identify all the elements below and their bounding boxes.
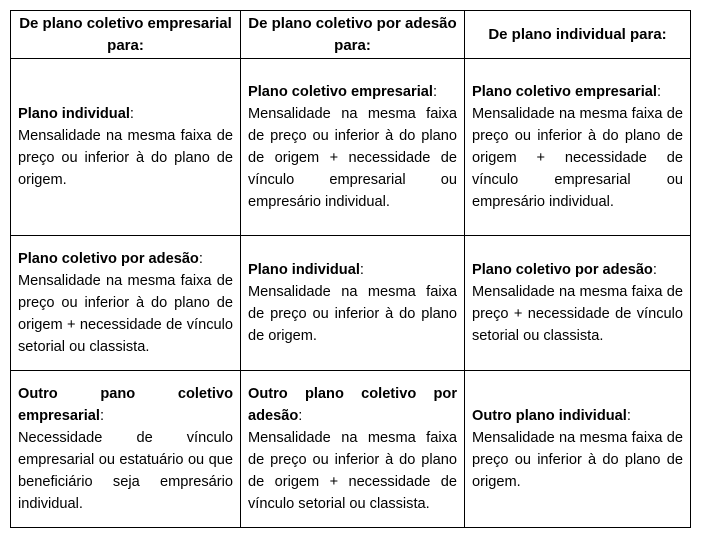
cell-body: Mensalidade na mesma faixa de preço ou inferior à do plano de origem.: [472, 430, 683, 490]
cell-title: Plano individual: [18, 106, 130, 122]
table-cell: Outro plano individual: Mensalidade na mesma faixa de preço ou inferior à do plano de origem.: [465, 371, 691, 528]
cell-title: Plano coletivo empresarial: [472, 84, 657, 100]
cell-body: Mensalidade na mesma faixa de preço ou inferior à do plano de origem + necessidade de vínculo setorial ou classista.: [248, 430, 457, 512]
cell-title: Outro pano coletivo empresarial: [18, 386, 233, 424]
header-from-collective-business: De plano coletivo empresarial para:: [11, 11, 241, 59]
table-cell: Plano individual: Mensalidade na mesma faixa de preço ou inferior à do plano de origem.: [241, 236, 465, 371]
table-cell: Plano coletivo por adesão: Mensalidade na mesma faixa de preço ou inferior à do plano de origem + necessidade de vínculo setorial ou classista.: [11, 236, 241, 371]
table-cell: Plano individual: Mensalidade na mesma faixa de preço ou inferior à do plano de origem.: [11, 59, 241, 236]
table-row: [11, 236, 691, 371]
cell-title: Outro plano coletivo por adesão: [248, 386, 457, 424]
table-cell: Outro plano coletivo por adesão: Mensalidade na mesma faixa de preço ou inferior à do plano de origem + necessidade de vínculo setorial ou classista.: [241, 371, 465, 528]
header-from-collective-membership: De plano coletivo por adesão para:: [241, 11, 465, 59]
table-cell: Outro pano coletivo empresarial: Necessidade de vínculo empresarial ou estatuário ou que beneficiário seja empresário individual.: [11, 371, 241, 528]
table-cell: Plano coletivo empresarial: Mensalidade na mesma faixa de preço ou inferior à do plano de origem + necessidade de vínculo empresarial ou empresário individual.: [241, 59, 465, 236]
table-header-row: [11, 11, 691, 59]
cell-body: Mensalidade na mesma faixa de preço ou inferior à do plano de origem.: [248, 284, 457, 344]
cell-body: Mensalidade na mesma faixa de preço ou inferior à do plano de origem + necessidade de vínculo empresarial ou empresário individual.: [248, 106, 457, 210]
table-row: [11, 59, 691, 236]
table-row: [11, 371, 691, 528]
table-cell: Plano coletivo empresarial: Mensalidade na mesma faixa de preço ou inferior à do plano de origem + necessidade de vínculo empresarial ou empresário individual.: [465, 59, 691, 236]
portability-rules-table: [10, 10, 691, 528]
cell-body: Mensalidade na mesma faixa de preço + necessidade de vínculo setorial ou classista.: [472, 284, 683, 344]
cell-title: Outro plano individual: [472, 408, 627, 424]
cell-body: Mensalidade na mesma faixa de preço ou inferior à do plano de origem.: [18, 128, 233, 188]
cell-title: Plano coletivo por adesão: [18, 251, 199, 267]
cell-title: Plano coletivo empresarial: [248, 84, 433, 100]
cell-body: Mensalidade na mesma faixa de preço ou inferior à do plano de origem + necessidade de vínculo empresarial ou empresário individual.: [472, 106, 683, 210]
cell-title: Plano coletivo por adesão: [472, 262, 653, 278]
cell-title: Plano individual: [248, 262, 360, 278]
cell-body: Mensalidade na mesma faixa de preço ou inferior à do plano de origem + necessidade de vínculo setorial ou classista.: [18, 273, 233, 355]
header-from-individual: De plano individual para:: [465, 11, 691, 59]
table-cell: Plano coletivo por adesão: Mensalidade na mesma faixa de preço + necessidade de vínculo setorial ou classista.: [465, 236, 691, 371]
cell-body: Necessidade de vínculo empresarial ou estatuário ou que beneficiário seja empresário individual.: [18, 430, 233, 512]
